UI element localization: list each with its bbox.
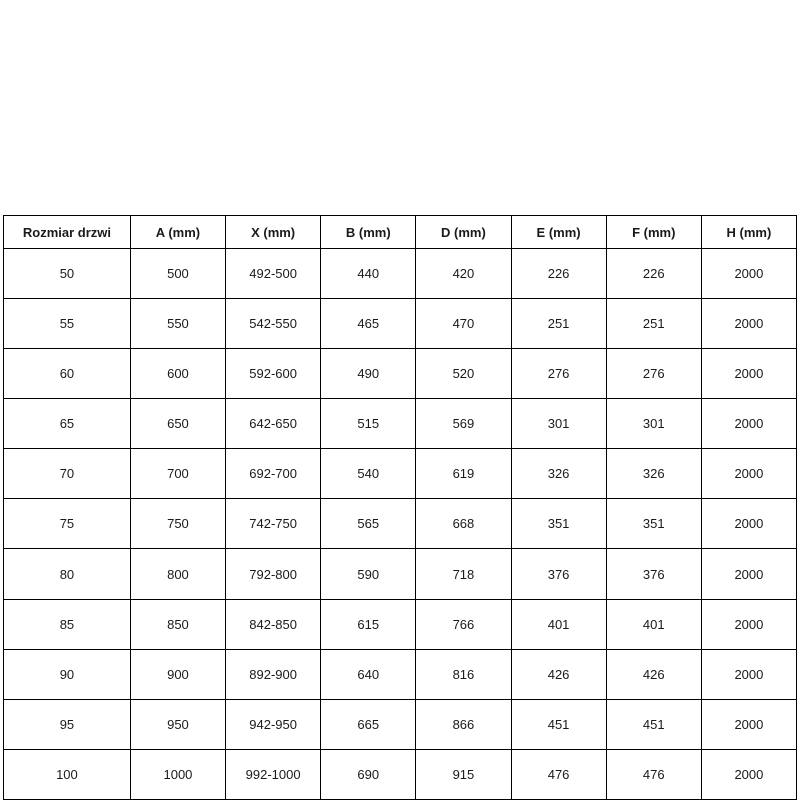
table-cell: 642-650 <box>226 399 321 449</box>
table-cell: 515 <box>321 399 416 449</box>
table-row <box>4 349 797 399</box>
table-cell: 351 <box>511 499 606 549</box>
table-cell: 476 <box>511 749 606 799</box>
table-cell: 426 <box>606 649 701 699</box>
table-cell: 60 <box>4 349 131 399</box>
table-cell: 465 <box>321 299 416 349</box>
table-cell: 992-1000 <box>226 749 321 799</box>
table-cell: 276 <box>511 349 606 399</box>
table-cell: 80 <box>4 549 131 599</box>
table-cell: 426 <box>511 649 606 699</box>
table-cell: 692-700 <box>226 449 321 499</box>
table-cell: 742-750 <box>226 499 321 549</box>
table-cell: 2000 <box>701 349 796 399</box>
table-cell: 2000 <box>701 599 796 649</box>
table-header-cell: E (mm) <box>511 216 606 249</box>
table-cell: 542-550 <box>226 299 321 349</box>
table-cell: 376 <box>511 549 606 599</box>
table-cell: 2000 <box>701 399 796 449</box>
table-row <box>4 649 797 699</box>
table-cell: 800 <box>130 549 225 599</box>
table-cell: 55 <box>4 299 131 349</box>
table-row <box>4 449 797 499</box>
table-header-cell: X (mm) <box>226 216 321 249</box>
table-cell: 440 <box>321 249 416 299</box>
table-cell: 351 <box>606 499 701 549</box>
table-cell: 326 <box>511 449 606 499</box>
table-cell: 420 <box>416 249 511 299</box>
table-cell: 251 <box>606 299 701 349</box>
table-cell: 619 <box>416 449 511 499</box>
table-cell: 65 <box>4 399 131 449</box>
table-cell: 326 <box>606 449 701 499</box>
table-cell: 2000 <box>701 499 796 549</box>
table-cell: 590 <box>321 549 416 599</box>
table-cell: 492-500 <box>226 249 321 299</box>
table-cell: 2000 <box>701 699 796 749</box>
table-header-row <box>4 216 797 249</box>
table-cell: 401 <box>606 599 701 649</box>
table-cell: 592-600 <box>226 349 321 399</box>
table-cell: 276 <box>606 349 701 399</box>
table-cell: 892-900 <box>226 649 321 699</box>
table-cell: 850 <box>130 599 225 649</box>
table-header-cell: B (mm) <box>321 216 416 249</box>
table-cell: 569 <box>416 399 511 449</box>
door-size-table <box>3 215 797 800</box>
table-cell: 816 <box>416 649 511 699</box>
table-body <box>4 249 797 800</box>
table-row <box>4 499 797 549</box>
table-cell: 700 <box>130 449 225 499</box>
table-cell: 950 <box>130 699 225 749</box>
table-cell: 766 <box>416 599 511 649</box>
table-cell: 490 <box>321 349 416 399</box>
table-cell: 942-950 <box>226 699 321 749</box>
table-row <box>4 299 797 349</box>
table-cell: 401 <box>511 599 606 649</box>
table-cell: 2000 <box>701 749 796 799</box>
table-cell: 600 <box>130 349 225 399</box>
table-cell: 251 <box>511 299 606 349</box>
table-header-cell: F (mm) <box>606 216 701 249</box>
table-row <box>4 249 797 299</box>
table-row <box>4 749 797 799</box>
table-cell: 2000 <box>701 449 796 499</box>
table-cell: 615 <box>321 599 416 649</box>
table-cell: 50 <box>4 249 131 299</box>
table-cell: 866 <box>416 699 511 749</box>
table-cell: 75 <box>4 499 131 549</box>
table-row <box>4 599 797 649</box>
table-cell: 550 <box>130 299 225 349</box>
table-cell: 2000 <box>701 249 796 299</box>
table-header-cell: A (mm) <box>130 216 225 249</box>
table-cell: 520 <box>416 349 511 399</box>
table-cell: 650 <box>130 399 225 449</box>
table-cell: 70 <box>4 449 131 499</box>
table-cell: 2000 <box>701 549 796 599</box>
table-cell: 540 <box>321 449 416 499</box>
table-cell: 451 <box>511 699 606 749</box>
table-cell: 2000 <box>701 649 796 699</box>
table-row <box>4 549 797 599</box>
table-cell: 226 <box>511 249 606 299</box>
table-cell: 565 <box>321 499 416 549</box>
table-cell: 226 <box>606 249 701 299</box>
table-cell: 100 <box>4 749 131 799</box>
table-cell: 665 <box>321 699 416 749</box>
table-cell: 301 <box>606 399 701 449</box>
table-header-cell: Rozmiar drzwi <box>4 216 131 249</box>
table-cell: 376 <box>606 549 701 599</box>
table-row <box>4 699 797 749</box>
table-cell: 792-800 <box>226 549 321 599</box>
table-cell: 915 <box>416 749 511 799</box>
table-cell: 1000 <box>130 749 225 799</box>
table-cell: 842-850 <box>226 599 321 649</box>
table-cell: 470 <box>416 299 511 349</box>
table-cell: 640 <box>321 649 416 699</box>
table-cell: 750 <box>130 499 225 549</box>
table-cell: 95 <box>4 699 131 749</box>
table-row <box>4 399 797 449</box>
table-cell: 85 <box>4 599 131 649</box>
table-cell: 451 <box>606 699 701 749</box>
table-cell: 718 <box>416 549 511 599</box>
table-cell: 90 <box>4 649 131 699</box>
table-header-cell: D (mm) <box>416 216 511 249</box>
table-cell: 476 <box>606 749 701 799</box>
table-cell: 500 <box>130 249 225 299</box>
table-cell: 668 <box>416 499 511 549</box>
table-cell: 301 <box>511 399 606 449</box>
table-cell: 900 <box>130 649 225 699</box>
table-header-cell: H (mm) <box>701 216 796 249</box>
table-cell: 690 <box>321 749 416 799</box>
table-cell: 2000 <box>701 299 796 349</box>
